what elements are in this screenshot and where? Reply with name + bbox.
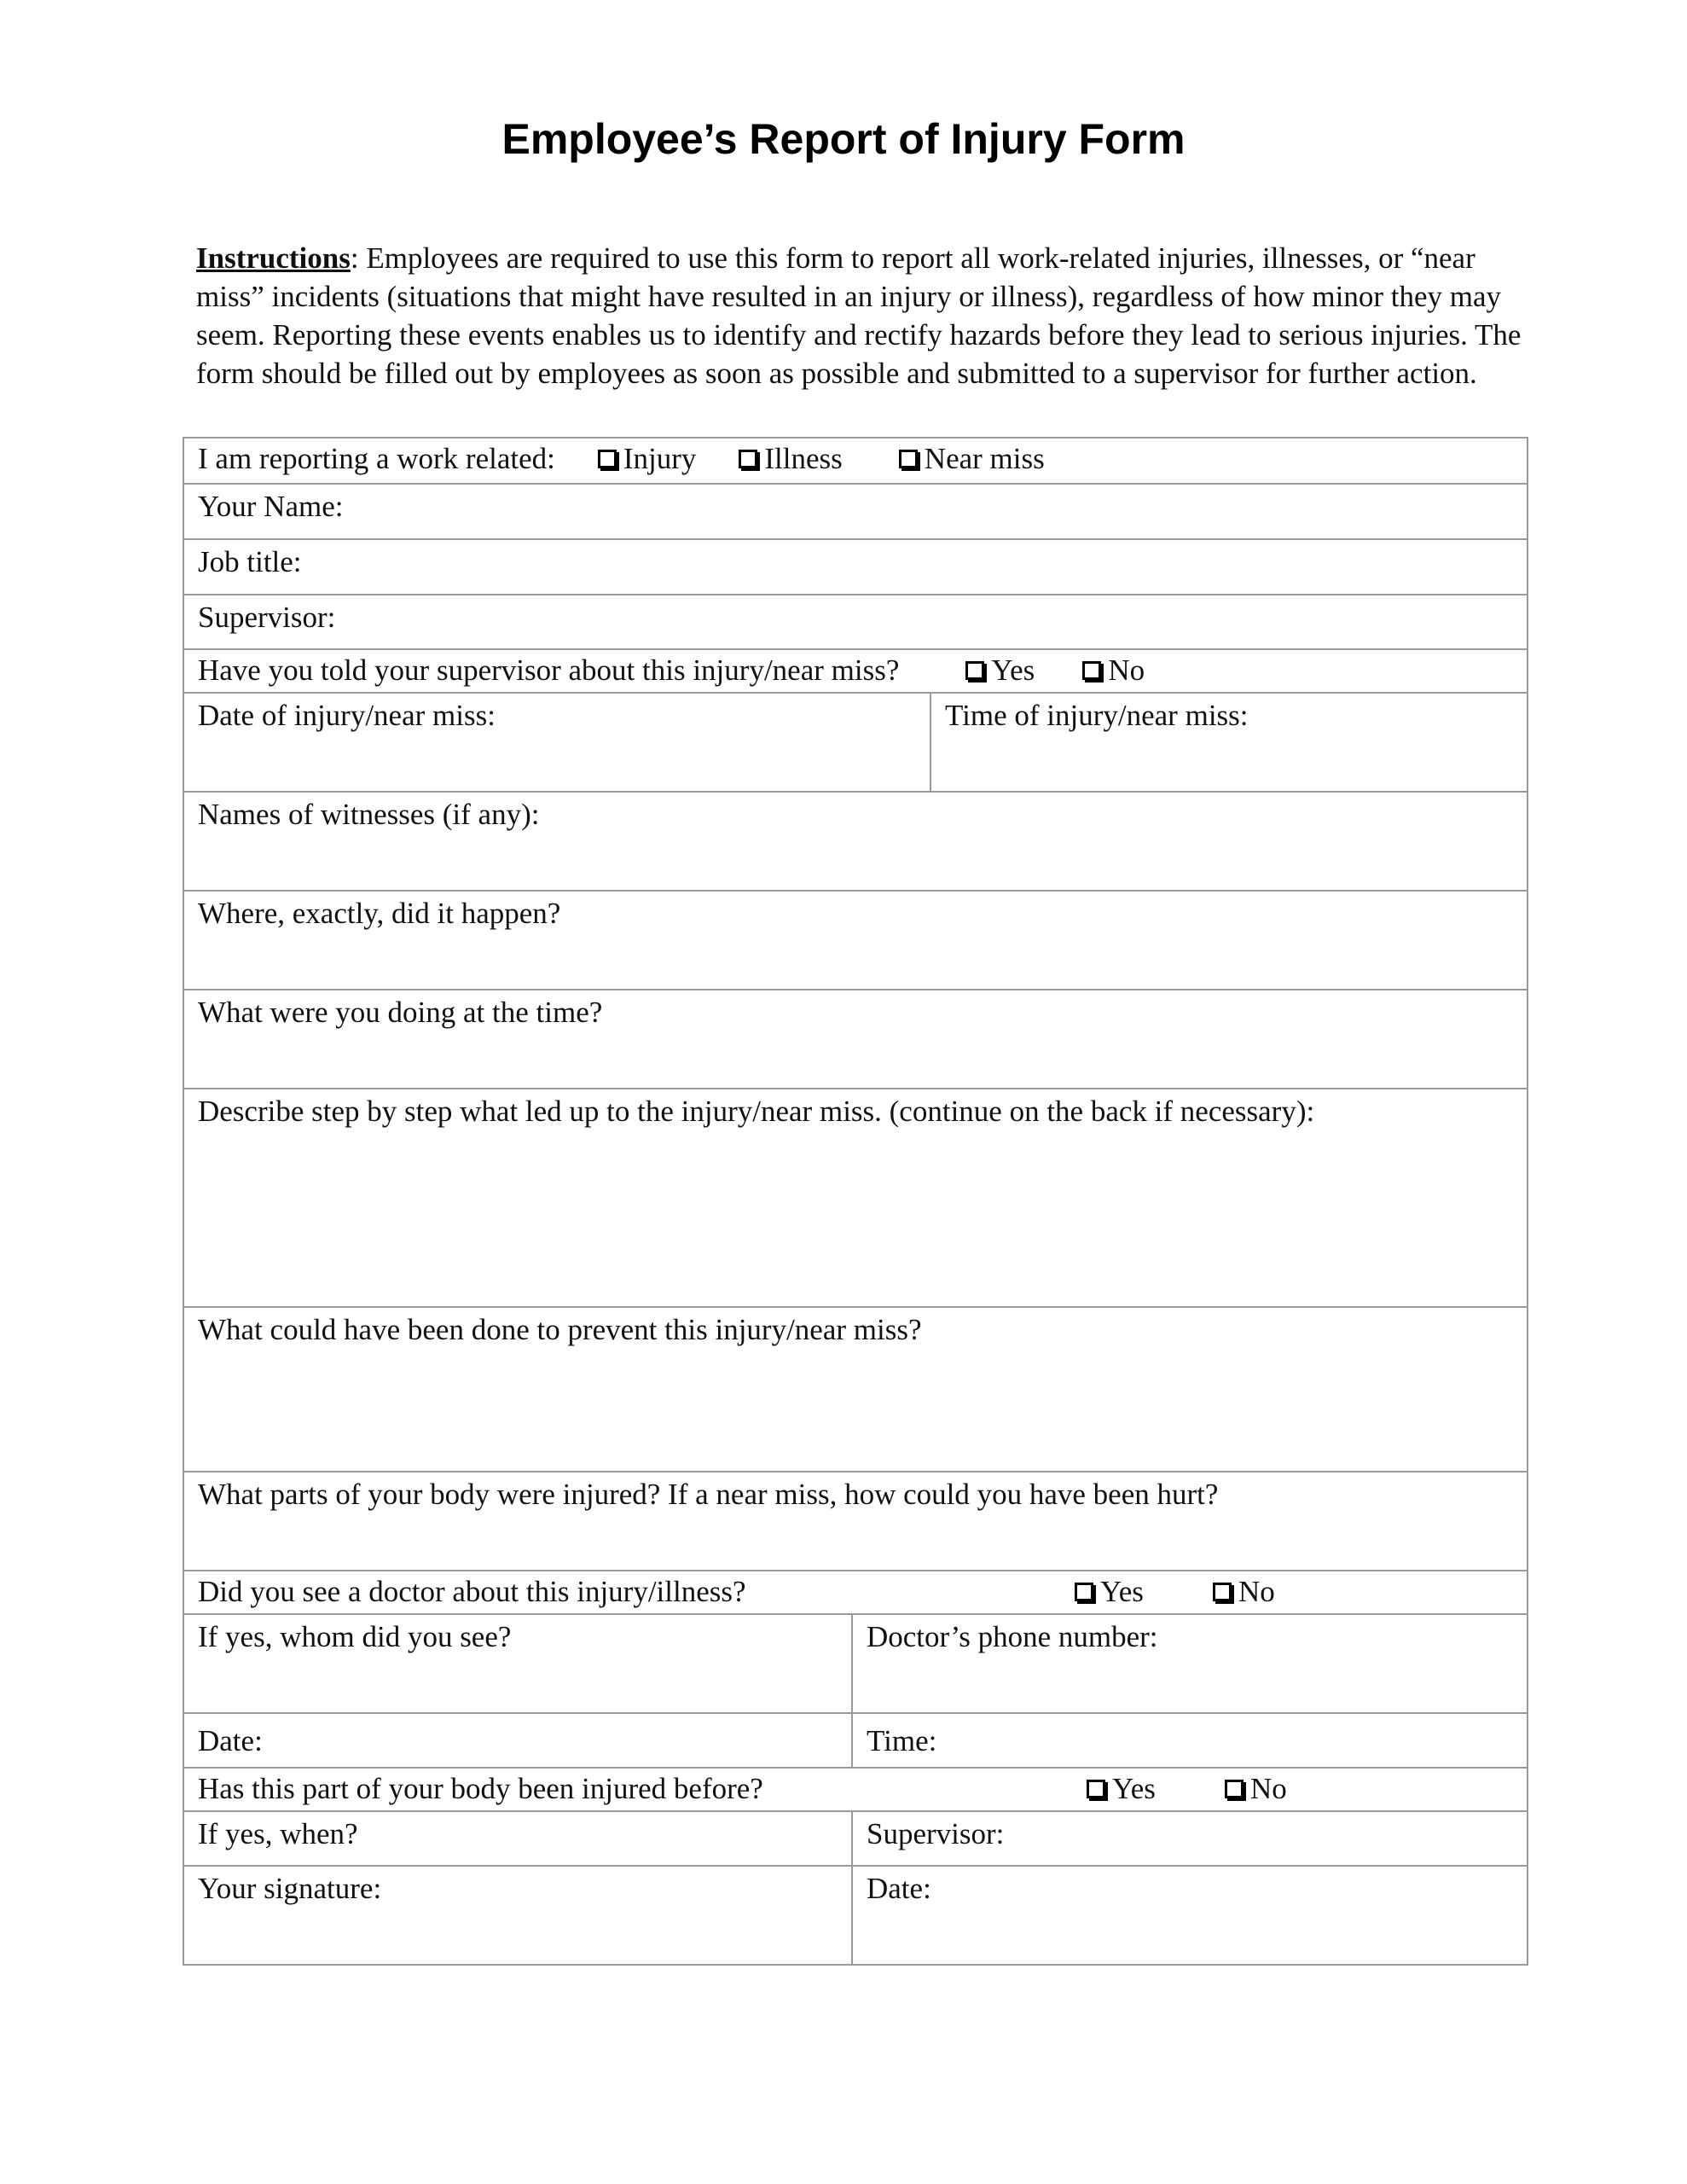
- doctor-no-label: No: [1238, 1575, 1275, 1608]
- name-row: [184, 483, 1527, 538]
- instructions-text: : Employees are required to use this form to report all work-related injuries, illnesses, or “near miss” incidents (situations that might have resulted in an injury or illness), regardless of how minor they may seem. Reporting these events enables us to identify and rectify hazards before they lead to serious injuries. The form should be filled out by employees as soon as possible and submitted to a supervisor for further action.: [196, 241, 1522, 390]
- body-parts-label: What parts of your body were injured? If a near miss, how could you have been hurt?: [198, 1478, 1219, 1511]
- signature-field[interactable]: [184, 1867, 853, 1964]
- illness-checkbox[interactable]: [739, 450, 757, 468]
- where-row: [184, 890, 1527, 989]
- prevent-label: What could have been done to prevent this injury/near miss?: [198, 1313, 922, 1346]
- if-yes-when-label: If yes, when?: [198, 1817, 358, 1850]
- supervisor-row: [184, 594, 1527, 648]
- doctor-yes-option[interactable]: [1075, 1575, 1144, 1609]
- witnesses-row: [184, 791, 1527, 890]
- injured-no-label: No: [1250, 1772, 1287, 1805]
- prevent-field[interactable]: [184, 1308, 1527, 1471]
- reporting-label: I am reporting a work related:: [198, 442, 555, 475]
- told-no-label: No: [1108, 653, 1145, 687]
- reporting-row: [184, 439, 1527, 483]
- told-yes-checkbox[interactable]: [965, 661, 984, 680]
- injured-no-option[interactable]: [1225, 1772, 1287, 1806]
- near-miss-checkbox[interactable]: [899, 450, 918, 468]
- doctor-time-label: Time:: [867, 1724, 937, 1757]
- if-yes-when-field[interactable]: [184, 1812, 853, 1865]
- doctor-phone-label: Doctor’s phone number:: [867, 1620, 1158, 1653]
- injury-form: [183, 437, 1528, 1966]
- instructions: [196, 239, 1527, 392]
- doctor-yes-checkbox[interactable]: [1075, 1583, 1093, 1601]
- supervisor2-label: Supervisor:: [867, 1817, 1005, 1850]
- job-title-field[interactable]: [184, 540, 1527, 594]
- illness-option[interactable]: [739, 442, 842, 476]
- told-yes-label: Yes: [991, 653, 1035, 687]
- doctor-no-checkbox[interactable]: [1213, 1583, 1232, 1601]
- doctor-yes-label: Yes: [1100, 1575, 1144, 1608]
- doctor-no-option[interactable]: [1213, 1575, 1275, 1609]
- injured-no-checkbox[interactable]: [1225, 1780, 1244, 1798]
- describe-row: [184, 1088, 1527, 1306]
- doing-field[interactable]: [184, 990, 1527, 1088]
- describe-label: Describe step by step what led up to the injury/near miss. (continue on the back if necessary):: [198, 1095, 1315, 1128]
- told-supervisor-row: [184, 648, 1527, 692]
- job-title-row: [184, 538, 1527, 594]
- prevent-row: [184, 1306, 1527, 1471]
- doctor-phone-field[interactable]: [853, 1615, 1527, 1712]
- doing-row: [184, 989, 1527, 1088]
- body-parts-field[interactable]: [184, 1472, 1527, 1570]
- illness-option-label: Illness: [764, 442, 843, 475]
- signature-date-field[interactable]: [853, 1867, 1527, 1964]
- date-time-doctor-row: [184, 1712, 1527, 1767]
- body-parts-row: [184, 1471, 1527, 1570]
- injury-option[interactable]: [598, 442, 697, 476]
- time-of-injury-field[interactable]: [931, 694, 1527, 791]
- whom-row: [184, 1613, 1527, 1712]
- date-of-injury-field[interactable]: [184, 694, 931, 791]
- told-supervisor-label: Have you told your supervisor about this injury/near miss?: [198, 653, 900, 687]
- doctor-date-field[interactable]: [184, 1714, 853, 1767]
- see-doctor-label: Did you see a doctor about this injury/illness?: [198, 1575, 746, 1608]
- injured-before-label: Has this part of your body been injured before?: [198, 1772, 763, 1805]
- date-time-row: [184, 692, 1527, 791]
- signature-row: [184, 1865, 1527, 1964]
- where-field[interactable]: [184, 892, 1527, 989]
- signature-date-label: Date:: [867, 1872, 931, 1905]
- supervisor2-field[interactable]: [853, 1812, 1527, 1865]
- time-of-injury-label: Time of injury/near miss:: [945, 699, 1249, 732]
- job-title-label: Job title:: [198, 545, 302, 578]
- whom-field[interactable]: [184, 1615, 853, 1712]
- near-miss-option[interactable]: [899, 442, 1045, 476]
- told-no-checkbox[interactable]: [1082, 661, 1101, 680]
- injury-checkbox[interactable]: [598, 450, 617, 468]
- name-label: Your Name:: [198, 490, 344, 523]
- injured-yes-option[interactable]: [1087, 1772, 1156, 1806]
- instructions-label: Instructions: [196, 241, 351, 275]
- describe-field[interactable]: [184, 1089, 1527, 1306]
- told-no-option[interactable]: [1082, 653, 1145, 688]
- injured-before-row: [184, 1767, 1527, 1810]
- doctor-date-label: Date:: [198, 1724, 263, 1757]
- where-label: Where, exactly, did it happen?: [198, 897, 561, 930]
- supervisor-label: Supervisor:: [198, 601, 336, 634]
- doctor-time-field[interactable]: [853, 1714, 1527, 1767]
- see-doctor-row: [184, 1570, 1527, 1613]
- injured-yes-label: Yes: [1112, 1772, 1156, 1805]
- date-of-injury-label: Date of injury/near miss:: [198, 699, 496, 732]
- name-field[interactable]: [184, 485, 1527, 538]
- if-yes-when-row: [184, 1810, 1527, 1865]
- witnesses-label: Names of witnesses (if any):: [198, 798, 540, 831]
- injured-yes-checkbox[interactable]: [1087, 1780, 1105, 1798]
- supervisor-field[interactable]: [184, 595, 1527, 648]
- witnesses-field[interactable]: [184, 793, 1527, 890]
- near-miss-option-label: Near miss: [924, 442, 1045, 475]
- doing-label: What were you doing at the time?: [198, 996, 603, 1029]
- injury-option-label: Injury: [623, 442, 697, 475]
- signature-label: Your signature:: [198, 1872, 382, 1905]
- page-title: Employee’s Report of Injury Form: [501, 115, 1186, 163]
- whom-label: If yes, whom did you see?: [198, 1620, 512, 1653]
- told-yes-option[interactable]: [965, 653, 1035, 688]
